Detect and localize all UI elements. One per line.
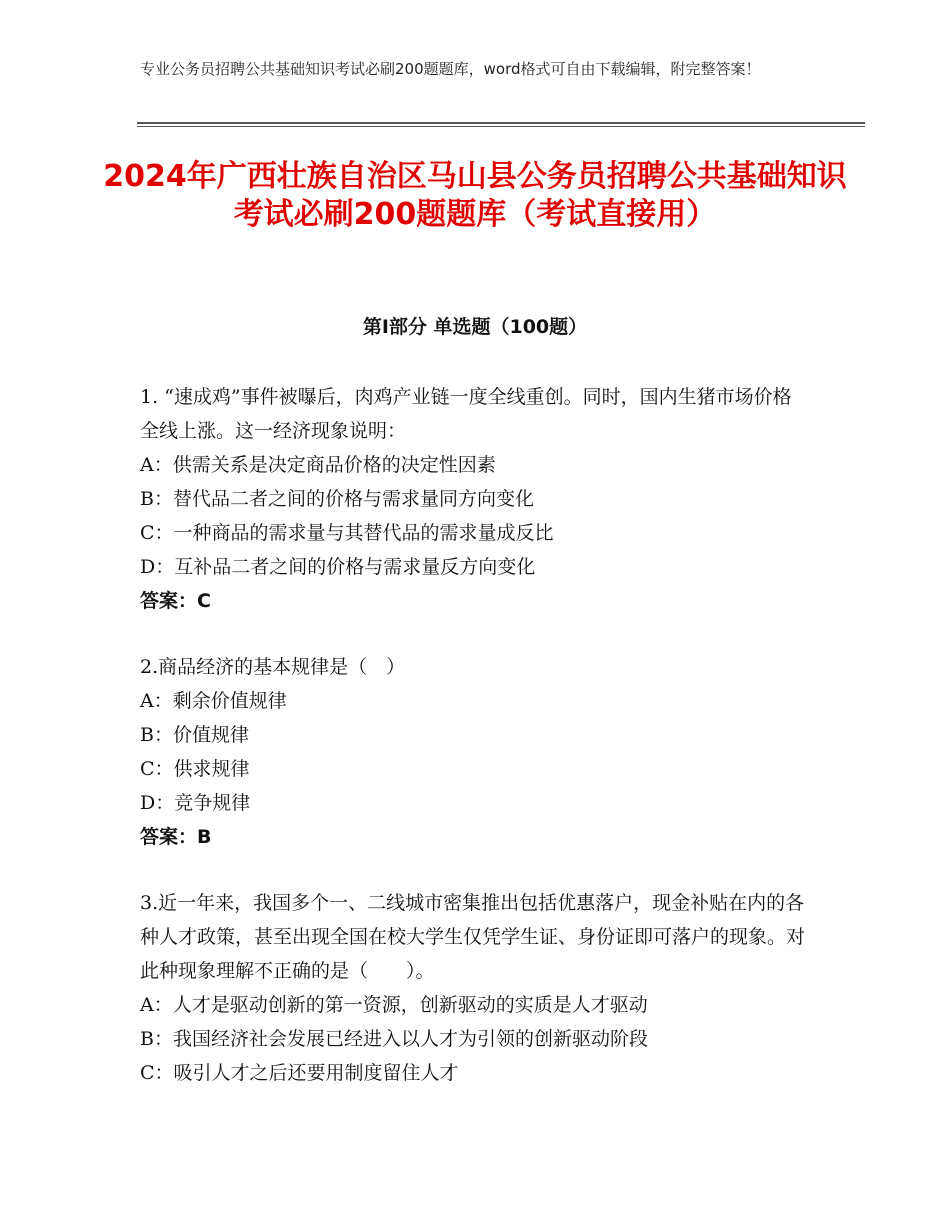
question-2	[140, 650, 810, 854]
question-stem: 1. “速成鸡”事件被曝后，肉鸡产业链一度全线重创。同时，国内生猪市场价格全线上涨。这一经济现象说明：	[140, 386, 792, 442]
option-b: B：替代品二者之间的价格与需求量同方向变化	[140, 488, 534, 510]
answer: 答案：C	[140, 590, 211, 612]
option-b: B：价值规律	[140, 724, 249, 746]
option-c: C：一种商品的需求量与其替代品的需求量成反比	[140, 522, 554, 544]
option-c: C：吸引人才之后还要用制度留住人才	[140, 1062, 459, 1084]
question-3	[140, 886, 810, 1090]
option-d: D：竞争规律	[140, 792, 251, 814]
option-a: A：供需关系是决定商品价格的决定性因素	[140, 454, 496, 476]
question-stem: 2.商品经济的基本规律是（ ）	[140, 656, 406, 678]
question-1	[140, 380, 810, 618]
header-rule-thick	[137, 122, 865, 124]
header-rule-thin	[137, 126, 865, 127]
option-d: D：互补品二者之间的价格与需求量反方向变化	[140, 556, 536, 578]
section-heading: 第Ⅰ部分 单选题（100题）	[362, 316, 588, 338]
question-stem: 3.近一年来，我国多个一、二线城市密集推出包括优惠落户，现金补贴在内的各种人才政策，甚至出现全国在校大学生仅凭学生证、身份证即可落户的现象。对此种现象理解不正确的是（ ）。	[140, 892, 806, 982]
option-b: B：我国经济社会发展已经进入以人才为引领的创新驱动阶段	[140, 1028, 648, 1050]
answer: 答案：B	[140, 826, 212, 848]
header-note: 专业公务员招聘公共基础知识考试必刷200题题库，word格式可自由下载编辑，附完整答案！	[140, 60, 761, 78]
option-a: A：剩余价值规律	[140, 690, 287, 712]
document-title: 2024年广西壮族自治区马山县公务员招聘公共基础知识考试必刷200题题库（考试直接用）	[103, 159, 847, 232]
option-a: A：人才是驱动创新的第一资源，创新驱动的实质是人才驱动	[140, 994, 648, 1016]
option-c: C：供求规律	[140, 758, 250, 780]
question-list	[140, 380, 810, 1122]
